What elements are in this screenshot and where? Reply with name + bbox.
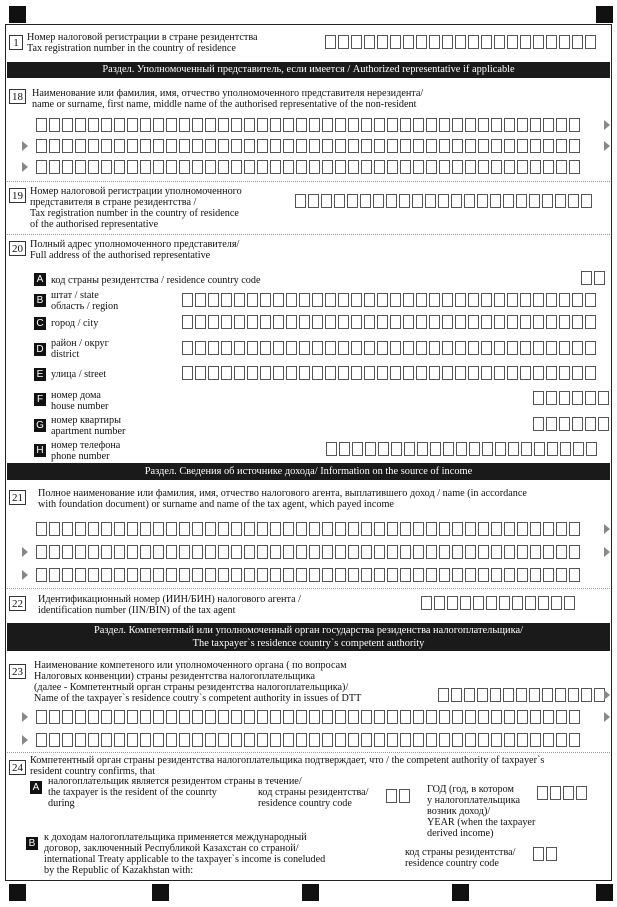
registration-mark-bottom-4 [452, 884, 469, 901]
field-18-input-row-2[interactable] [36, 139, 580, 153]
continue-arrow-right-icon [604, 141, 610, 151]
field-24-number: 24 [9, 760, 26, 775]
registration-mark-bottom-right [596, 884, 613, 901]
divider [7, 752, 610, 753]
registration-mark-bottom-2 [152, 884, 169, 901]
letter-b-icon: B [34, 294, 46, 307]
residency-a-country-code-input[interactable] [386, 789, 410, 803]
letter-a-icon: A [30, 781, 42, 794]
divider [7, 181, 610, 182]
continue-arrow-left-icon [22, 570, 28, 580]
address-district-label-en: district [51, 349, 80, 360]
field-19-label-2: представителя в стране резидентства / [30, 197, 197, 208]
letter-d-icon: D [34, 343, 46, 356]
address-city-input[interactable] [182, 315, 596, 329]
section-competent-authority [7, 623, 610, 651]
field-21-input-row-1[interactable] [36, 522, 580, 536]
treaty-b-label-1: к доходам налогоплательщика применяется международный [44, 832, 307, 843]
treaty-b-label-3: international Treaty applicable to the taxpayer`s income is coneluded [44, 854, 326, 865]
section-source-of-income: Раздел. Сведения об источнике дохода/ Information on the source of income [7, 463, 610, 480]
field-23-input-row-1[interactable] [438, 688, 605, 702]
treaty-b-code-label-ru: код страны резидентства/ [405, 847, 516, 858]
address-state-label: штат / state [51, 290, 99, 301]
field-23-label-3: (далее - Компетентный орган страны резидентства налогоплательщика)/ [34, 682, 349, 693]
residency-year-label-4: YEAR (when the taxpayer [427, 817, 536, 828]
address-phone-input[interactable] [326, 442, 597, 456]
residency-year-label-5: derived income) [427, 828, 494, 839]
field-20-label-ru: Полный адрес уполномоченного представителя/ [30, 239, 240, 250]
continue-arrow-right-icon [604, 120, 610, 130]
continue-arrow-right-icon [604, 524, 610, 534]
section-authorized-representative: Раздел. Уполномоченный представитель, если имеется / Authorized representative if applicable [7, 62, 610, 78]
letter-e-icon: E [34, 368, 46, 381]
residency-year-label-2: у налогоплательщика [427, 795, 521, 806]
address-street-input[interactable] [182, 366, 596, 380]
residency-year-input[interactable] [537, 786, 587, 800]
field-22-label-en: identification number (IIN/BIN) of the tax agent [38, 605, 236, 616]
continue-arrow-left-icon [22, 712, 28, 722]
field-19-label-4: of the authorised representative [30, 219, 159, 230]
section-competent-authority-ru: Раздел. Компетентный или уполномоченный орган государства резиденства налогоплательщика/ [93, 625, 524, 636]
address-phone-label-ru: номер телефона [51, 440, 121, 451]
field-24-label-2: resident country confirms, that [30, 766, 156, 777]
address-apartment-input[interactable] [533, 417, 609, 431]
address-house-input[interactable] [533, 391, 609, 405]
address-house-label-ru: номер дома [51, 390, 101, 401]
field-22-number: 22 [9, 596, 26, 611]
address-apartment-label-ru: номер квартиры [51, 415, 121, 426]
field-21-input-row-2[interactable] [36, 545, 580, 559]
field-21-label-1: Полное наименование или фамилия, имя, отчество налогового агента, выплатившего доход / name (in accordance [38, 488, 527, 499]
field-19-label-1: Номер налоговой регистрации уполномоченного [30, 186, 242, 197]
residency-a-label-2: the taxpayer is the resident of the counrty [48, 787, 217, 798]
field-18-input-row-1[interactable] [36, 118, 580, 132]
treaty-b-label-4: by the Republic of Kazakhstan with: [44, 865, 194, 876]
continue-arrow-left-icon [22, 141, 28, 151]
letter-a-icon: A [34, 273, 46, 286]
address-apartment-label-en: apartment number [51, 426, 126, 437]
treaty-b-code-label-en: residence country code [405, 858, 499, 869]
field-23-label-2: Налоговых конвенции) страны резидентства налогоплательщика [34, 671, 316, 682]
divider [7, 588, 610, 589]
treaty-b-label-2: договор, заключенный Республикой Казахстан со страной/ [44, 843, 299, 854]
field-19-label-3: Tax registration number in the country of residence [30, 208, 239, 219]
address-country-input[interactable] [581, 271, 605, 285]
field-18-label-ru: Наименование или фамилия, имя, отчество уполномоченного представителя нерезидента/ [32, 88, 424, 99]
residency-a-label-3: during [48, 798, 75, 809]
field-23-label-1: Наименование компетеного или уполномоченного органа ( по вопросам [34, 660, 347, 671]
field-21-label-2: with foundation document) or surname and name of the tax agent, which payed income [38, 499, 394, 510]
field-18-number: 18 [9, 89, 26, 104]
letter-c-icon: C [34, 317, 46, 330]
address-city-label: город / city [51, 318, 99, 329]
field-24-label-1: Компетентный орган страны резидентства налогоплательщика подтверждает, что / the competent authority of taxpayer`s [30, 755, 545, 766]
treaty-b-country-code-input[interactable] [533, 847, 557, 861]
continue-arrow-left-icon [22, 162, 28, 172]
address-house-label-en: house number [51, 401, 109, 412]
residency-a-code-label-en: residence country code [258, 798, 352, 809]
address-phone-label-en: phone number [51, 451, 110, 462]
field-19-number: 19 [9, 188, 26, 203]
field-1-input[interactable] [325, 35, 596, 49]
field-21-input-row-3[interactable] [36, 568, 580, 582]
continue-arrow-right-icon [604, 712, 610, 722]
field-21-number: 21 [9, 490, 26, 505]
continue-arrow-left-icon [22, 547, 28, 557]
residency-year-label-3: возник доход)/ [427, 806, 491, 817]
residency-a-code-label-ru: код страны резидентства/ [258, 787, 369, 798]
field-23-input-row-2[interactable] [36, 710, 580, 724]
field-23-number: 23 [9, 664, 26, 679]
letter-g-icon: G [34, 419, 46, 432]
continue-arrow-left-icon [22, 735, 28, 745]
field-22-label-ru: Идентификационный номер (ИИН/БИН) налогового агента / [38, 594, 301, 605]
registration-mark-bottom-3 [302, 884, 319, 901]
field-1-label-ru: Номер налоговой регистрации в стране резидентства [27, 32, 258, 43]
continue-arrow-right-icon [604, 690, 610, 700]
field-23-label-4: Name of the taxpayer`s residence coutry`s competent authority in issues of DTT [34, 693, 362, 704]
section-competent-authority-en: The taxpayer`s residence country`s competent authority [192, 637, 425, 649]
letter-h-icon: H [34, 444, 46, 457]
field-18-input-row-3[interactable] [36, 160, 580, 174]
address-country-label: код страны резидентства / residence country code [51, 275, 261, 286]
divider [7, 234, 610, 235]
address-region-label: область / region [51, 301, 119, 312]
address-district-input[interactable] [182, 341, 596, 355]
field-19-input[interactable] [295, 194, 592, 208]
letter-b-icon: B [26, 837, 38, 850]
residency-year-label-1: ГОД (год, в котором [427, 784, 514, 795]
letter-f-icon: F [34, 393, 46, 406]
field-1-number: 1 [9, 35, 23, 50]
field-22-iin-bin-input[interactable] [421, 596, 575, 610]
field-20-label-en: Full address of the authorised representative [30, 250, 211, 261]
address-state-input[interactable] [182, 293, 596, 307]
field-23-input-row-3[interactable] [36, 733, 580, 747]
address-street-label: улица / street [51, 369, 107, 380]
field-18-label-en: name or surname, first name, middle name of the authorised representative of the non-resident [32, 99, 417, 110]
continue-arrow-right-icon [604, 547, 610, 557]
registration-mark-bottom-left [9, 884, 26, 901]
registration-mark-top-right [596, 6, 613, 23]
registration-mark-top-left [9, 6, 26, 23]
field-20-number: 20 [9, 241, 26, 256]
address-district-label-ru: район / округ [51, 338, 109, 349]
residency-a-label-1: налогоплательщик является резидентом страны в течение/ [48, 776, 302, 787]
field-1-label-en: Tax registration number in the country of residence [27, 43, 236, 54]
